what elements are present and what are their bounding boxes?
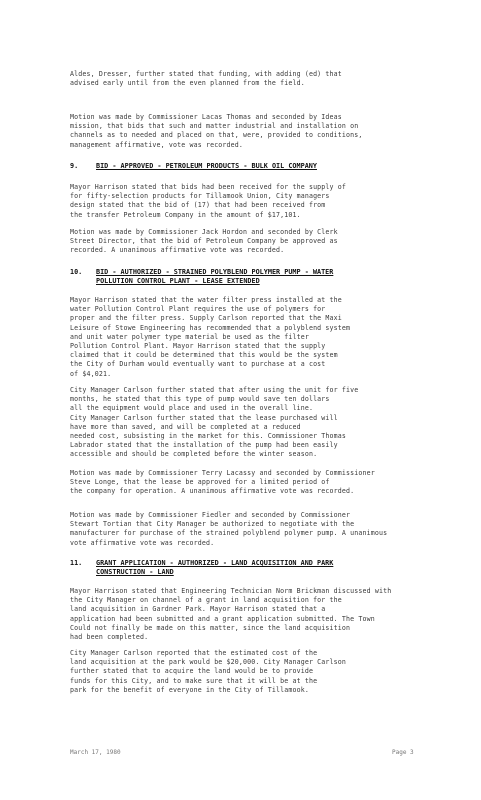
paragraph-5: Mayor Harrison stated that the water filter press installed at the water Pollution Control Plant requires the use of polymers for proper and the filter press. Supply Carlson reported that the Maxi Leisure of Stowe Engineering has recommended that a polyblend system and unit water polymer type material be used as the filter Pollution Control Plant. Mayor Harrison stated that the supply claimed that it could be determined that this would be the system the City of Durham would eventually want to purchase at a cost of $4,021. [70,296,351,378]
footer-page-number: Page 3 [392,749,414,756]
heading-title: BID - AUTHORIZED - STRAINED POLYBLEND POLYMER PUMP - WATER [96,268,334,276]
heading-item-11 [70,559,450,577]
heading-number: 10. [70,268,83,276]
heading-item-9 [70,162,450,171]
paragraph-6: City Manager Carlson further stated that after using the unit for five months, he stated that this type of pump would save ten dollars all the equipment would place and used in the overall line. City Manager Carlson further stated that the lease purchased will have more than saved, and will be completed at a reduced needed cost, subsisting in the market for this. Commissioner Thomas Labrador stated that the installation of the pump had been easily accessible and should be completed before the winter season. [70,386,359,459]
heading-number: 9. [70,162,79,170]
paragraph-3: Mayor Harrison stated that bids had been received for the supply of for fifty-selection products for Tillamook Union, City managers design stated that the bid of (17) that had been received from the transfer Petroleum Company in the amount of $17,101. [70,183,347,219]
heading-subtitle: CONSTRUCTION - LAND [96,568,174,577]
footer-date: March 17, 1980 [70,749,121,756]
heading-subtitle: POLLUTION CONTROL PLANT - LEASE EXTENDED [96,277,260,286]
paragraph-7: Motion was made by Commissioner Terry Lacassy and seconded by Commissioner Steve Longe, that the lease be approved for a limited period of the company for operation. A unanimous affirmative vote was recorded. [70,469,375,496]
paragraph-9: Mayor Harrison stated that Engineering Technician Norm Brickman discussed with the City Manager on channel of a grant in land acquisition for the land acquisition in Gardner Park. Mayor Harrison stated that a application had been submitted and a grant application submitted. The Town Could not finally be made on this matter, since the land acquisition had been completed. [70,587,392,642]
heading-title: GRANT APPLICATION - AUTHORIZED - LAND ACQUISITION AND PARK [96,559,334,567]
paragraph-2: Motion was made by Commissioner Lacas Thomas and seconded by Ideas mission, that bids that such and matter industrial and installation on channels as to needed and placed on that, were, provided to conditions, management affirmative, vote was recorded. [70,113,363,149]
heading-title: BID - APPROVED - PETROLEUM PRODUCTS - BULK OIL COMPANY [96,162,317,170]
heading-number: 11. [70,559,83,567]
heading-item-10 [70,268,450,286]
paragraph-4: Motion was made by Commissioner Jack Hordon and seconded by Clerk Street Director, that the bid of Petroleum Company be approved as recorded. A unanimous affirmative vote was recorded. [70,228,338,255]
paragraph-8: Motion was made by Commissioner Fiedler and seconded by Commissioner Stewart Tortian that City Manager be authorized to negotiate with the manufacturer for purchase of the strained polyblend polymer pump. A unanimous vote affirmative vote was recorded. [70,511,388,547]
paragraph-1: Aldes, Dresser, further stated that funding, with adding (ed) that advised early until from the even planned from the field. [70,70,342,88]
paragraph-10: City Manager Carlson reported that the estimated cost of the land acquisition at the park would be $20,000. City Manager Carlson further stated that to acquire the land would be to provide funds for this City, and to make sure that it will be at the park for the benefit of everyone in the City of Tillamook. [70,649,347,694]
